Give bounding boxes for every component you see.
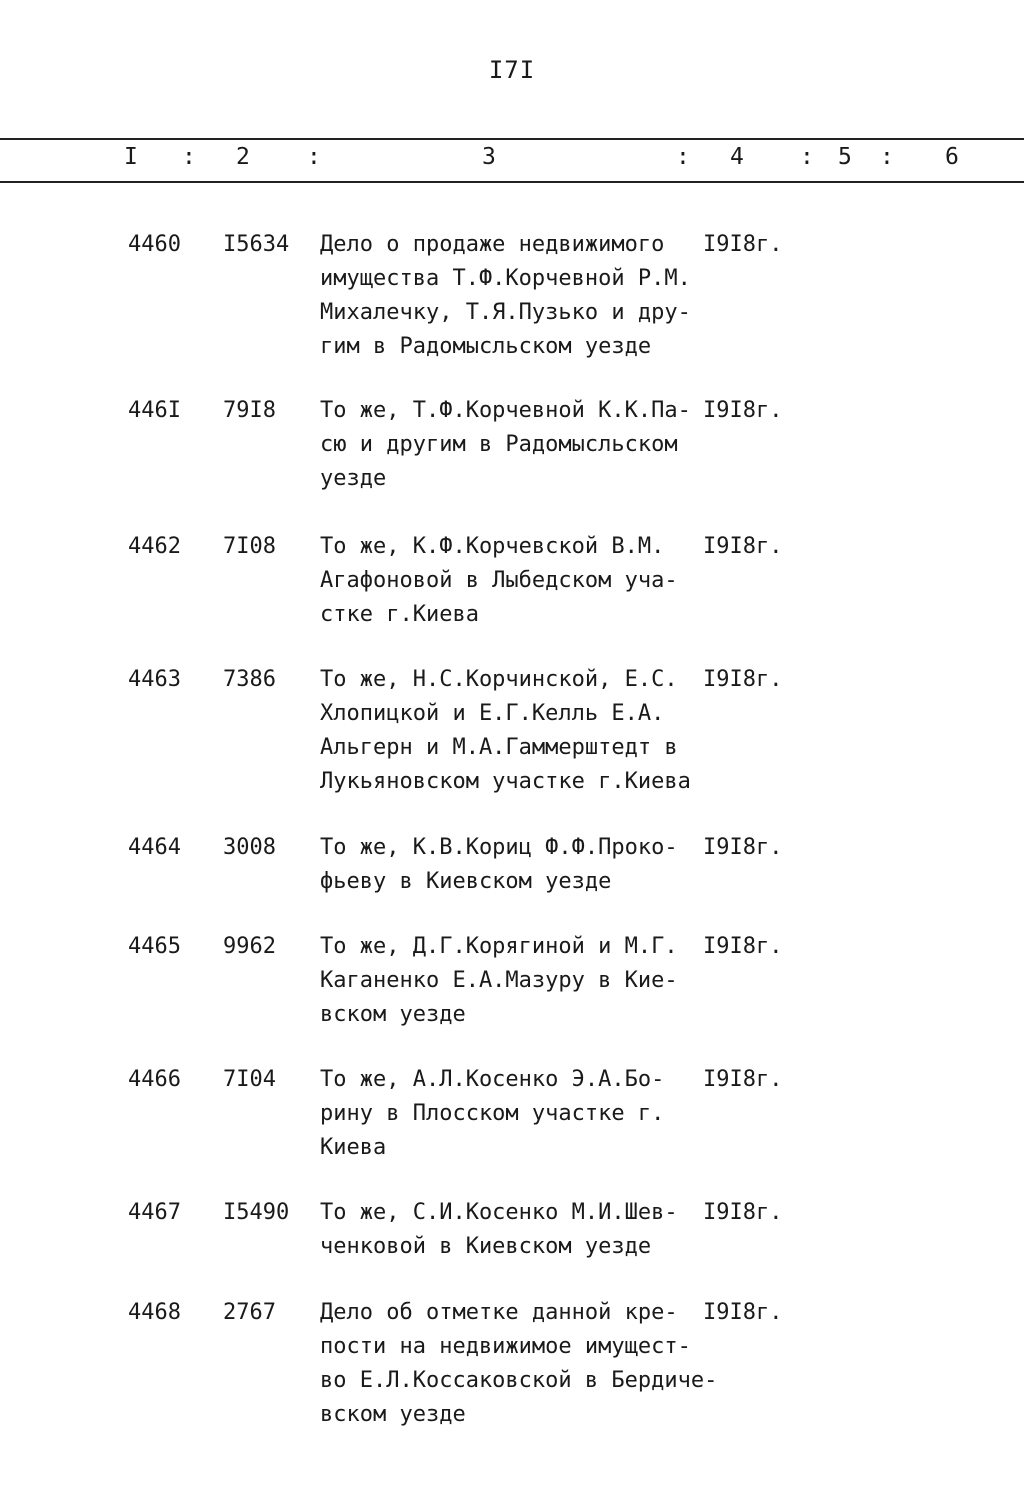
header-col-5: 5 — [838, 144, 852, 170]
description-line: Альгерн и М.А.Гаммерштедт в — [320, 735, 678, 760]
page-number: I7I — [488, 56, 536, 84]
entry-description — [320, 228, 710, 364]
entry-code: 9962 — [223, 934, 276, 959]
description-line: То же, К.Ф.Корчевской В.М. — [320, 534, 665, 559]
header-col-3: 3 — [482, 144, 496, 170]
entry-description — [320, 394, 710, 496]
description-line: Дело о продаже недвижимого — [320, 232, 665, 257]
header-col-6: 6 — [945, 144, 959, 170]
entry-year: I9I8г. — [703, 534, 783, 559]
description-line: То же, С.И.Косенко М.И.Шев- — [320, 1200, 678, 1225]
entry-number: 4462 — [128, 534, 181, 559]
description-line: То же, А.Л.Косенко Э.А.Бо- — [320, 1067, 665, 1092]
entry-year: I9I8г. — [703, 232, 783, 257]
entry-description — [320, 930, 710, 1032]
header-col-4: 4 — [730, 144, 744, 170]
header-rule-bottom — [0, 181, 1024, 183]
description-line: фьеву в Киевском уезде — [320, 869, 612, 894]
header-sep-5: : — [880, 144, 894, 170]
description-line: во Е.Л.Коссаковской в Бердиче- — [320, 1368, 718, 1393]
entry-description — [320, 1296, 718, 1432]
header-sep-4: : — [800, 144, 814, 170]
entry-year: I9I8г. — [703, 934, 783, 959]
entry-year: I9I8г. — [703, 1300, 783, 1325]
entry-year: I9I8г. — [703, 398, 783, 423]
description-line: имущества Т.Ф.Корчевной Р.М. — [320, 266, 691, 291]
description-line: Киева — [320, 1135, 387, 1160]
entry-number: 4464 — [128, 835, 181, 860]
description-line: пости на недвижимое имущест- — [320, 1334, 691, 1359]
entry-code: 79I8 — [223, 398, 276, 423]
description-line: Каганенко Е.А.Мазуру в Кие- — [320, 968, 678, 993]
description-line: вском уезде — [320, 1402, 466, 1427]
description-line: Михалечку, Т.Я.Пузько и дру- — [320, 300, 691, 325]
description-line: То же, Д.Г.Корягиной и М.Г. — [320, 934, 678, 959]
entry-year: I9I8г. — [703, 1200, 783, 1225]
description-line: Хлопицкой и Е.Г.Келль Е.А. — [320, 701, 665, 726]
entry-code: I5490 — [223, 1200, 290, 1225]
entry-year: I9I8г. — [703, 667, 783, 692]
description-line: То же, Т.Ф.Корчевной К.К.Па- — [320, 398, 691, 423]
header-sep-2: : — [307, 144, 321, 170]
description-line: рину в Плосском участке г. — [320, 1101, 665, 1126]
entry-year: I9I8г. — [703, 1067, 783, 1092]
description-line: Агафоновой в Лыбедском уча- — [320, 568, 678, 593]
description-line: То же, К.В.Кориц Ф.Ф.Проко- — [320, 835, 678, 860]
header-col-2: 2 — [236, 144, 250, 170]
entry-number: 4467 — [128, 1200, 181, 1225]
description-line: уезде — [320, 466, 387, 491]
description-line: То же, Н.С.Корчинской, Е.С. — [320, 667, 678, 692]
entry-description — [320, 663, 710, 799]
header-col-1: I — [124, 144, 138, 170]
description-line: Лукьяновском участке г.Киева — [320, 769, 691, 794]
description-line: ченковой в Киевском уезде — [320, 1234, 652, 1259]
entry-description — [320, 1063, 710, 1165]
entry-code: 7I04 — [223, 1067, 276, 1092]
entry-number: 4460 — [128, 232, 181, 257]
entry-code: 3008 — [223, 835, 276, 860]
entry-year: I9I8г. — [703, 835, 783, 860]
description-line: стке г.Киева — [320, 602, 479, 627]
description-line: сю и другим в Радомысльском — [320, 432, 678, 457]
header-sep-3: : — [676, 144, 690, 170]
description-line: вском уезде — [320, 1002, 466, 1027]
description-line: Дело об отметке данной кре- — [320, 1300, 678, 1325]
description-line: гим в Радомысльском уезде — [320, 334, 652, 359]
header-rule-top — [0, 138, 1024, 140]
header-sep-1: : — [182, 144, 196, 170]
entry-number: 4465 — [128, 934, 181, 959]
entry-number: 446I — [128, 398, 181, 423]
entry-code: 2767 — [223, 1300, 276, 1325]
entry-description — [320, 831, 710, 899]
entry-description — [320, 1196, 710, 1264]
entry-description — [320, 530, 710, 632]
entry-code: I5634 — [223, 232, 290, 257]
entry-code: 7I08 — [223, 534, 276, 559]
entry-number: 4466 — [128, 1067, 181, 1092]
entry-code: 7386 — [223, 667, 276, 692]
entry-number: 4463 — [128, 667, 181, 692]
entry-number: 4468 — [128, 1300, 181, 1325]
